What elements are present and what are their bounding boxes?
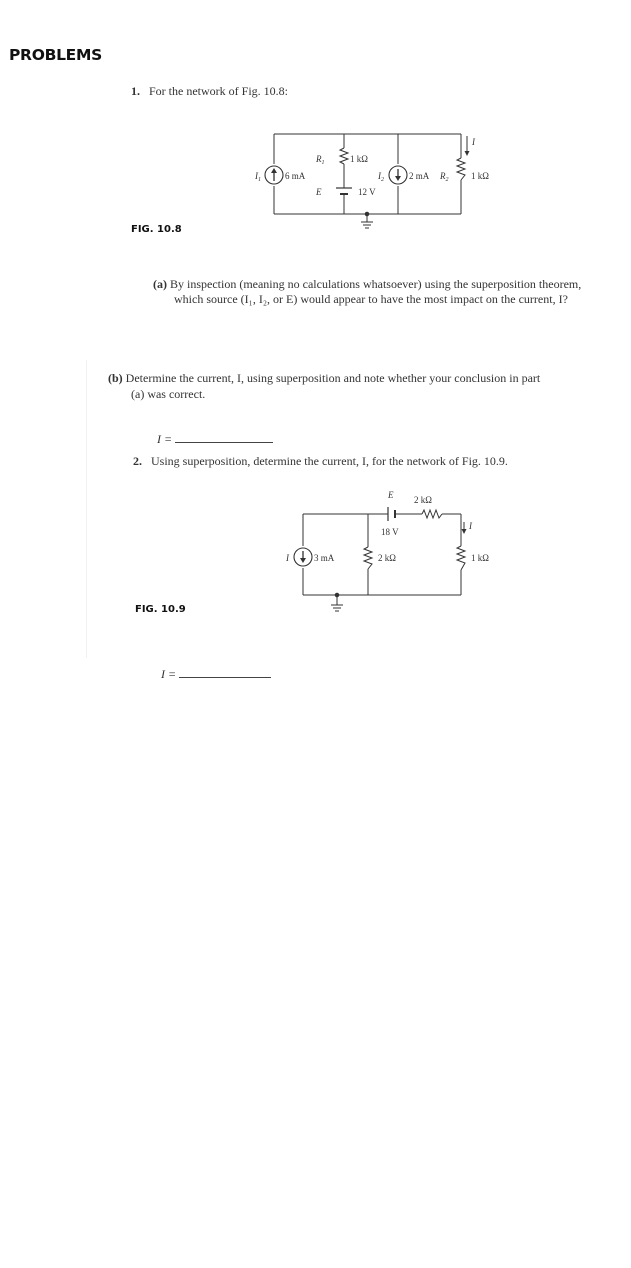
resistor-middle — [364, 547, 372, 569]
i2-value: 2 mA — [409, 171, 430, 181]
current-i-label: I — [472, 137, 475, 147]
answer-1-blank[interactable] — [175, 441, 273, 443]
problem-2-answer — [161, 667, 271, 682]
part-a-label: (a) — [153, 277, 167, 291]
r-top-value: 2 kΩ — [414, 495, 432, 505]
resistor-right — [457, 546, 465, 570]
i2-label: $I_2$ — [378, 171, 384, 183]
battery-e-fig-10-9 — [388, 507, 395, 521]
current-i-label-fig-10-9: I — [469, 521, 472, 531]
problem-2-statement — [133, 454, 508, 469]
part-b-line-1: Determine the current, I, using superposition and note whether your conclusion in part — [125, 371, 541, 385]
problem-2-number: 2. — [133, 454, 142, 468]
problem-1-part-b — [108, 370, 540, 402]
page-title: PROBLEMS — [9, 46, 102, 64]
current-source-i1 — [265, 166, 283, 184]
problem-2-text: Using superposition, determine the current, I, for the network of Fig. 10.9. — [151, 454, 508, 468]
part-a-line-2: which source (I₁, I₂, or E) would appear to have the most impact on the current, I? — [174, 292, 568, 306]
resistor-top — [422, 510, 442, 518]
source-i-label: I — [286, 553, 289, 563]
resistor-r2 — [457, 158, 465, 180]
answer-2-prefix: I = — [161, 667, 177, 681]
answer-2-blank[interactable] — [179, 676, 271, 678]
e-value-fig-10-9: 18 V — [381, 527, 399, 537]
i1-value: 6 mA — [285, 171, 306, 181]
current-arrow-i — [465, 136, 470, 156]
source-value: 3 mA — [314, 553, 335, 563]
part-b-label: (b) — [108, 371, 123, 385]
resistor-r1 — [340, 148, 348, 164]
r2-value: 1 kΩ — [471, 171, 489, 181]
figure-10-8-label: FIG. 10.8 — [131, 224, 182, 235]
problem-1-part-a — [153, 277, 581, 307]
page-edge-shadow — [86, 360, 87, 658]
r2-label: $R_2$ — [440, 171, 449, 183]
i1-label: $I_1$ — [255, 171, 261, 183]
current-source-i2 — [389, 166, 407, 184]
e-value: 12 V — [358, 187, 376, 197]
part-a-line-1: By inspection (meaning no calculations whatsoever) using the superposition theorem, — [170, 277, 582, 291]
e-label-fig-10-9: E — [388, 490, 394, 500]
r-mid-value: 2 kΩ — [378, 553, 396, 563]
r1-label: $R_1$ — [316, 154, 325, 166]
e-label: E — [316, 187, 322, 197]
answer-1-prefix: I = — [157, 432, 173, 446]
figure-10-8-circuit — [250, 126, 510, 238]
figure-10-9-circuit — [280, 486, 500, 621]
figure-10-9-label: FIG. 10.9 — [135, 604, 186, 615]
current-source-3ma — [294, 548, 312, 566]
current-arrow-i-fig-10-9 — [462, 522, 467, 534]
r1-value: 1 kΩ — [350, 154, 368, 164]
r-right-value: 1 kΩ — [471, 553, 489, 563]
battery-e — [336, 188, 352, 194]
problem-1-number: 1. — [131, 84, 140, 98]
problem-1-text: For the network of Fig. 10.8: — [149, 84, 288, 98]
problem-1-answer — [157, 432, 273, 447]
part-b-line-2: (a) was correct. — [131, 387, 206, 401]
problem-1-statement — [131, 84, 288, 99]
